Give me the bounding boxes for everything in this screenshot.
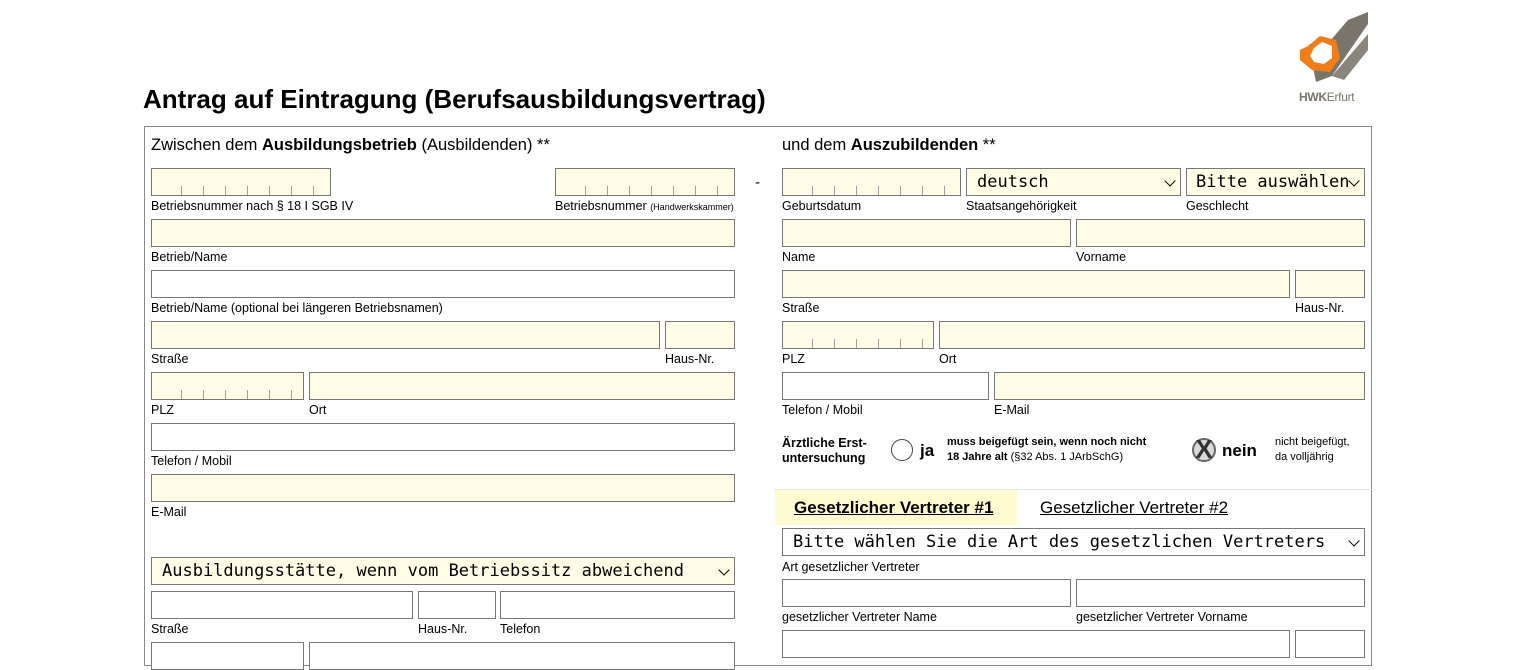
betrieb-name2-label: Betrieb/Name (optional bei längeren Betriebsnamen)	[151, 301, 443, 315]
azubi-email-label: E-Mail	[994, 403, 1030, 417]
vertreter-art-value: Bitte wählen Sie die Art des gesetzlichen Vertreters	[793, 532, 1326, 552]
geschlecht-value: Bitte auswählen	[1196, 172, 1350, 192]
azubi-name-input[interactable]	[782, 219, 1071, 247]
azubi-plz-input[interactable]	[782, 321, 934, 349]
azubi-hausnr-label: Haus-Nr.	[1295, 301, 1345, 315]
untersuchung-ja-label: ja	[920, 441, 935, 460]
azubi-email-input[interactable]	[994, 372, 1365, 400]
betrieb-hausnr-label: Haus-Nr.	[665, 352, 715, 366]
ausbildungsstaette-select-value: Ausbildungsstätte, wenn vom Betriebssitz abweichend	[162, 561, 684, 581]
x-mark-icon: X	[1195, 434, 1213, 464]
betrieb-name-label: Betrieb/Name	[151, 250, 228, 264]
left-heading: Zwischen dem Ausbildungsbetrieb (Ausbildenden) **	[151, 136, 550, 154]
chevron-down-icon	[1348, 175, 1359, 186]
vertreter-vorname-input[interactable]	[1076, 579, 1365, 607]
hwk-logo	[1296, 10, 1372, 106]
hwk-logo-mark	[1296, 10, 1372, 90]
untersuchung-ja-radio[interactable]	[891, 439, 913, 461]
betrieb-name-input[interactable]	[151, 219, 735, 247]
betrieb-plz-input[interactable]	[151, 372, 304, 400]
untersuchung-nein-label: nein	[1222, 441, 1257, 460]
betrieb-name2-input[interactable]	[151, 270, 735, 298]
staette-telefon-input[interactable]	[500, 591, 735, 619]
staette-plz-input[interactable]	[151, 642, 304, 670]
geburtsdatum-label: Geburtsdatum	[782, 199, 862, 213]
untersuchung-ja-note: muss beigefügt sein, wenn noch nicht 18 Jahre alt (§32 Abs. 1 JArbSchG)	[947, 436, 1147, 463]
untersuchung-nein-note: nicht beigefügt, da volljährig	[1275, 436, 1350, 463]
azubi-strasse-label: Straße	[782, 301, 820, 315]
staette-strasse-label: Straße	[151, 622, 189, 636]
betriebsnummer-sgb-input[interactable]	[151, 168, 331, 196]
staette-hausnr-input[interactable]	[418, 591, 496, 619]
vertreter-art-select[interactable]	[782, 528, 1365, 556]
betrieb-plz-label: PLZ	[151, 403, 174, 417]
betrieb-strasse-input[interactable]	[151, 321, 660, 349]
betrieb-telefon-label: Telefon / Mobil	[151, 454, 232, 468]
azubi-ort-input[interactable]	[939, 321, 1365, 349]
right-heading: und dem Auszubildenden **	[782, 136, 996, 154]
staatsangehoerigkeit-value: deutsch	[977, 172, 1049, 192]
vertreter-vorname-label: gesetzlicher Vertreter Vorname	[1076, 610, 1248, 624]
chevron-down-icon	[1164, 175, 1175, 186]
betriebsnummer-hwk-input[interactable]	[555, 168, 735, 196]
untersuchung-label: Ärztliche Erst- untersuchung	[782, 436, 867, 465]
vertreter-hausnr-input[interactable]	[1295, 630, 1365, 658]
betrieb-email-input[interactable]	[151, 474, 735, 502]
staette-strasse-input[interactable]	[151, 591, 413, 619]
geburtsdatum-input[interactable]	[782, 168, 961, 196]
chevron-down-icon	[718, 564, 729, 575]
tab-vertreter-2[interactable]: Gesetzlicher Vertreter #2	[1040, 498, 1229, 517]
azubi-vorname-input[interactable]	[1076, 219, 1365, 247]
column-separator: -	[755, 174, 760, 191]
betrieb-email-label: E-Mail	[151, 505, 187, 519]
azubi-name-label: Name	[782, 250, 816, 264]
page-title: Antrag auf Eintragung (Berufsausbildungsvertrag)	[143, 84, 766, 114]
vertreter-name-input[interactable]	[782, 579, 1071, 607]
geschlecht-label: Geschlecht	[1186, 199, 1249, 213]
staatsangehoerigkeit-select[interactable]	[966, 168, 1181, 196]
staatsangehoerigkeit-label: Staatsangehörigkeit	[966, 199, 1077, 213]
betrieb-strasse-label: Straße	[151, 352, 189, 366]
staette-telefon-label: Telefon	[500, 622, 541, 636]
vertreter-name-label: gesetzlicher Vertreter Name	[782, 610, 937, 624]
azubi-plz-label: PLZ	[782, 352, 805, 366]
betrieb-ort-input[interactable]	[309, 372, 735, 400]
azubi-hausnr-input[interactable]	[1295, 270, 1365, 298]
untersuchung-nein-radio[interactable]	[1192, 434, 1216, 464]
azubi-strasse-input[interactable]	[782, 270, 1290, 298]
tab-vertreter-1[interactable]: Gesetzlicher Vertreter #1	[775, 490, 1017, 525]
hwk-logo-text: HWKErfurt	[1299, 90, 1355, 104]
betrieb-hausnr-input[interactable]	[665, 321, 735, 349]
staette-hausnr-label: Haus-Nr.	[418, 622, 468, 636]
betrieb-ort-label: Ort	[309, 403, 327, 417]
azubi-vorname-label: Vorname	[1076, 250, 1127, 264]
vertreter-art-label: Art gesetzlicher Vertreter	[782, 560, 920, 574]
betrieb-telefon-input[interactable]	[151, 423, 735, 451]
azubi-telefon-label: Telefon / Mobil	[782, 403, 863, 417]
betriebsnummer-hwk-label: Betriebsnummer (Handwerkskammer)	[555, 199, 734, 213]
ausbildungsstaette-select[interactable]	[151, 557, 735, 585]
geschlecht-select[interactable]	[1186, 168, 1365, 196]
betriebsnummer-sgb-label: Betriebsnummer nach § 18 I SGB IV	[151, 199, 354, 213]
azubi-telefon-input[interactable]	[782, 372, 989, 400]
staette-ort-input[interactable]	[309, 642, 735, 670]
vertreter-strasse-input[interactable]	[782, 630, 1290, 658]
chevron-down-icon	[1348, 535, 1359, 546]
azubi-ort-label: Ort	[939, 352, 957, 366]
